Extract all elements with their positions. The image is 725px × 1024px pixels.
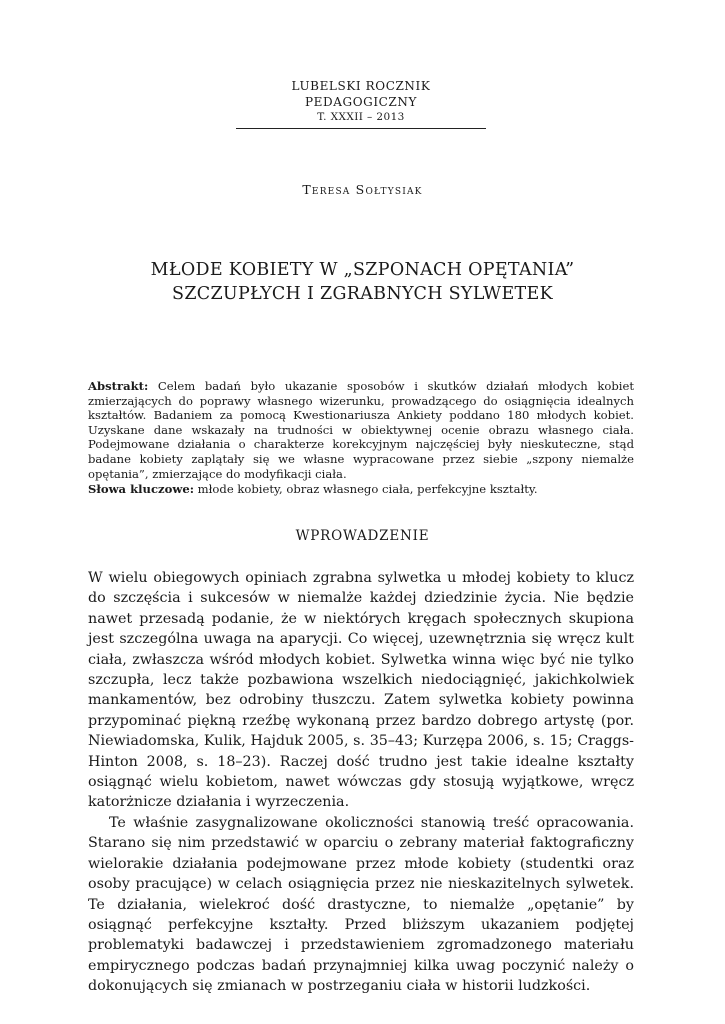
body-paragraph-1: W wielu obiegowych opiniach zgrabna sylwetka u młodej kobiety to klucz do szczęścia i sukcesów w niemalże każdej dziedzinie życia. Nie będzie nawet przesadą podanie, że w niektórych kręgach społecznych skupiona jest szczególna uwaga na aparycji. Co więcej, uzewnętrznia się wręcz kult ciała, zwłaszcza wśród młodych kobiet. Sylwetka winna więc być nie tylko szczupła, lecz także pozbawiona wszelkich niedociągnięć, jakichkolwiek mankamentów, bez odrobiny tłuszczu. Zatem sylwetka kobiety powinna przypominać piękną rzeźbę wykonaną przez bardzo dobrego artystę (por. Niewiadomska, Kulik, Hajduk 2005, s. 35–43; Kurzępa 2006, s. 15; Craggs-Hinton 2008, s. 18–23). Raczej dość trudno jest takie idealne kształty osiągnąć wielu kobietom, nawet wówczas gdy stosują wyjątkowe, wręcz katorżnicze działania i wyrzeczenia. xyxy=(88,570,634,811)
abstract-text: Celem badań było ukazanie sposobów i skutków działań młodych kobiet zmierzających do poprawy własnego wizerunku, prowadzącego do osiągnięcia idealnych kształtów. Badaniem za pomocą Kwestionariusza Ankiety poddano 180 młodych kobiet. Uzyskane dane wskazały na trudności w obiektywnej ocenie obrazu własnego ciała. Podejmowane działania o charakterze korekcyjnym najczęściej były nieskuteczne, stąd badane kobiety zaplątały się we własne wypracowane przez siebie „szpony niemalże opętania”, zmierzające do modyfikacji ciała. xyxy=(88,379,634,481)
body-paragraph-2: Te właśnie zasygnalizowane okoliczności stanowią treść opracowania. Starano się nim przedstawić w oparciu o zebrany materiał faktograficzny wielorakie działania podejmowane przez młode kobiety (studentki oraz osoby pracujące) w celach osiągnięcia przez nie nieskazitelnych sylwetek. Te działania, wielekroć dość drastyczne, to niemalże „opętanie” by osiągnąć perfekcyjne kształty. Przed bliższym ukazaniem podjętej problematyki badawczej i przedstawieniem zgromadzonego materiału empirycznego podczas badań przynajmniej kilka uwag poczynić należy o dokonujących się zmianach w postrzeganiu ciała w historii ludzkości. xyxy=(88,814,634,995)
article-title xyxy=(60,258,665,306)
section-heading: WPROWADZENIE xyxy=(295,528,430,544)
abstract-label: Abstrakt: xyxy=(88,379,149,393)
keywords-label: Słowa kluczowe: xyxy=(88,482,194,496)
body-text xyxy=(88,568,634,997)
article-title-line-1: MŁODE KOBIETY W „SZPONACH OPĘTANIA” xyxy=(150,260,575,280)
article-title-line-2: SZCZUPŁYCH I ZGRABNYCH SYLWETEK xyxy=(172,284,553,304)
keywords-text: młode kobiety, obraz własnego ciała, perfekcyjne kształty. xyxy=(197,482,538,496)
keywords xyxy=(88,482,634,497)
header-divider xyxy=(236,128,486,129)
journal-volume: T. XXXII – 2013 xyxy=(317,111,405,123)
author-name: Teresa Sołtysiak xyxy=(302,182,423,197)
journal-header xyxy=(236,78,486,129)
abstract xyxy=(88,379,634,481)
journal-title: LUBELSKI ROCZNIK PEDAGOGICZNY xyxy=(291,79,431,109)
